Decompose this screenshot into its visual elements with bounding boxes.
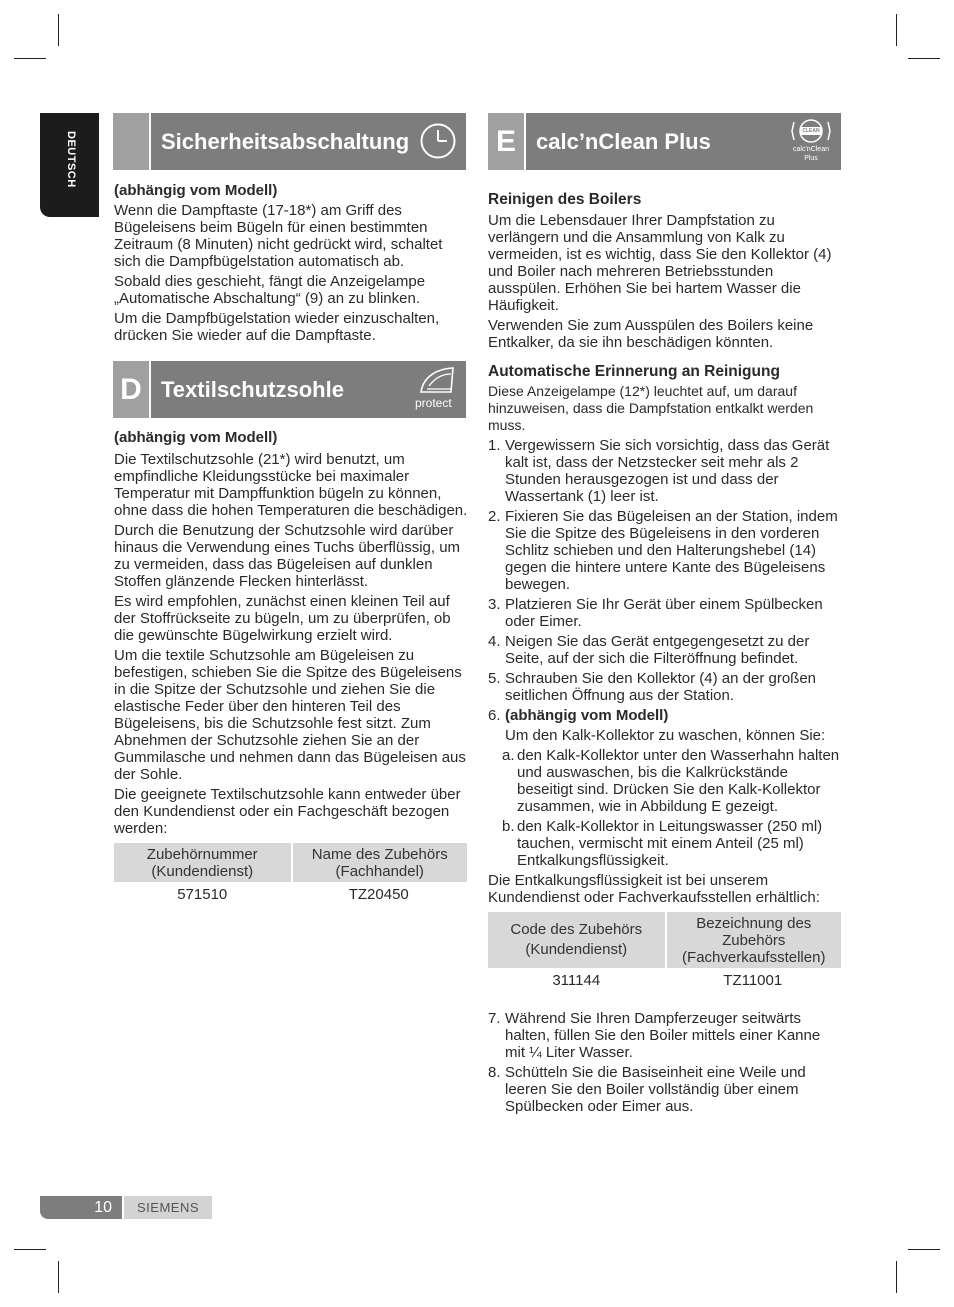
table-header-row: [488, 912, 841, 968]
list-item: [488, 707, 842, 744]
sub-item-letter: b.: [502, 818, 515, 835]
model-note: (abhängig vom Modell): [505, 707, 669, 724]
section-title: calc’nClean Plus: [536, 129, 711, 154]
step-number: 6.: [488, 707, 501, 724]
table-row: [488, 968, 841, 993]
header-separator: [524, 113, 526, 170]
table-cell: 311144: [552, 972, 601, 989]
safety-shutoff-body: [114, 182, 468, 347]
language-tab: [40, 113, 99, 217]
iron-shape-icon: [413, 364, 463, 396]
step-number: 7.: [488, 1010, 501, 1027]
step-text: Neigen Sie das Gerät entgegengesetzt zu der Seite, auf der sich die Filteröffnung befindet.: [505, 633, 810, 667]
section-d-header: [113, 361, 466, 418]
model-note: (abhängig vom Modell): [114, 182, 278, 199]
list-item: [488, 670, 842, 704]
list-item: [488, 633, 842, 667]
accessory-table: [114, 843, 467, 907]
step-number: 4.: [488, 633, 501, 650]
paragraph: Um die Dampfbügelstation wieder einzuschalten, drücken Sie wieder auf die Dampftaste.: [114, 310, 440, 344]
step-text: Schrauben Sie den Kollektor (4) an der großen seitlichen Öffnung aus der Station.: [505, 670, 817, 704]
crop-mark: [896, 1261, 897, 1293]
paragraph: Diese Anzeigelampe (12*) leuchtet auf, um darauf hinzuweisen, dass die Dampfstation entkalkt werden muss.: [488, 383, 814, 433]
brand-label: SIEMENS: [124, 1196, 212, 1219]
section-letter: D: [113, 361, 149, 418]
iron-protect-icon: [413, 364, 463, 414]
list-item: [488, 1064, 842, 1115]
list-item: [488, 596, 842, 630]
paragraph: Die Textilschutzsohle (21*) wird benutzt, um empfindliche Kleidungsstücke bei maximaler Temperatur mit Dampffunktion bügeln zu können, ohne dass die hohen Temperaturen die beschädigen.: [114, 451, 468, 519]
subsection-title: Automatische Erinnerung an Reinigung: [488, 363, 780, 380]
calcnclean-caption-plus: Plus: [804, 155, 818, 162]
step-number: 8.: [488, 1064, 501, 1081]
section-e-header: [488, 113, 841, 170]
section-d-body: [114, 429, 468, 907]
sub-item-text: den Kalk-Kollektor in Leitungswasser (250 ml) tauchen, vermischt mit einem Anteil (25 ml) Entkalkungsflüssigkeit.: [517, 818, 823, 869]
section-e-body: [488, 191, 842, 1118]
step-text: Schütteln Sie die Basiseinheit eine Weile und leeren Sie den Boiler vollständig über einem Spülbecken oder Eimer aus.: [505, 1064, 806, 1115]
sub-item-letter: a.: [502, 747, 515, 764]
step-number: 5.: [488, 670, 501, 687]
table-header: Zubehörnummer (Kundendienst): [114, 843, 291, 882]
calcnclean-icon: [786, 117, 836, 167]
paragraph: Um die textile Schutzsohle am Bügeleisen zu befestigen, schieben Sie die Spitze des Bügeleisens in die Spitze der Schutzsohle und ziehen Sie die elastische Feder über den hinteren Teil des Bügeleisens, bis die Schutzsohle fest sitzt. Zum Abnehmen der Schutzsohle ziehen Sie an der Gummilasche und nehmen dann das Bügeleisen aus der Sohle.: [114, 647, 466, 783]
crop-mark: [14, 1249, 46, 1250]
crop-mark: [58, 1261, 59, 1293]
paragraph: Um die Lebensdauer Ihrer Dampfstation zu verlängern und die Ansammlung von Kalk zu vermeiden, ist es wichtig, dass Sie den Kollektor (4) und Boiler nach mehreren Betriebsstunden ausspülen. Erhöhen Sie bei hartem Wasser die Häufigkeit.: [488, 212, 832, 314]
protect-label: protect: [415, 396, 452, 410]
step-text: Vergewissern Sie sich vorsichtig, dass das Gerät kalt ist, dass der Netzstecker seit mehr als 2 Stunden herausgezogen ist und dass der Wassertank (1) leer ist.: [505, 437, 830, 505]
step-number: 1.: [488, 437, 501, 454]
header-separator: [149, 361, 151, 418]
cleaning-steps-continued: [488, 1010, 842, 1115]
paragraph: Es wird empfohlen, zunächst einen kleinen Teil auf der Stoffrückseite zu bügeln, um zu überprüfen, ob die gewünschte Bügelwirkung erzielt wird.: [114, 593, 451, 644]
step-number: 2.: [488, 508, 501, 525]
table-cell: TZ20450: [348, 886, 409, 903]
section-letter: E: [488, 113, 524, 170]
section-title: Sicherheitsabschaltung: [161, 129, 410, 154]
sub-item: [488, 747, 842, 815]
list-item: [488, 508, 842, 593]
list-item: [488, 1010, 842, 1061]
crop-mark: [14, 58, 46, 59]
language-label: DEUTSCH: [65, 131, 77, 188]
safety-shutoff-header: [113, 113, 466, 170]
list-item: [488, 437, 842, 505]
table-header: Bezeichnung des Zubehörs (Fachverkaufsstellen): [665, 912, 842, 968]
step-text: Während Sie Ihren Dampferzeuger seitwärts halten, füllen Sie den Boiler mittels einer Kanne mit ¼ Liter Wasser.: [505, 1010, 821, 1061]
paragraph: Die Entkalkungsflüssigkeit ist bei unserem Kundendienst oder Fachverkaufsstellen erhältlich:: [488, 872, 820, 906]
crop-mark: [908, 1249, 940, 1250]
step-number: 3.: [488, 596, 501, 613]
model-note: (abhängig vom Modell): [114, 429, 278, 446]
subsection-title: Reinigen des Boilers: [488, 191, 642, 208]
table-header: Name des Zubehörs (Fachhandel): [291, 843, 468, 882]
table-cell: 571510: [177, 886, 228, 903]
paragraph: Verwenden Sie zum Ausspülen des Boilers keine Entkalker, da sie ihn beschädigen könnten.: [488, 317, 814, 351]
sub-item: [488, 818, 842, 869]
header-separator: [149, 113, 151, 170]
paragraph: Die geeignete Textilschutzsohle kann entweder über den Kundendienst oder ein Fachgeschäft bezogen werden:: [114, 786, 461, 837]
table-cell: TZ11001: [723, 972, 783, 989]
accessory-table: [488, 912, 841, 993]
crop-mark: [908, 58, 940, 59]
crop-mark: [58, 14, 59, 46]
page-number: 10: [40, 1196, 122, 1219]
calcnclean-caption: calc'nClean: [793, 146, 829, 153]
cleaning-steps: [488, 437, 842, 744]
clean-badge-label: CLEAN: [802, 128, 820, 134]
clock-icon: [419, 122, 457, 160]
step-text: Platzieren Sie Ihr Gerät über einem Spülbecken oder Eimer.: [505, 596, 823, 630]
step-text: Fixieren Sie das Bügeleisen an der Station, indem Sie die Spitze des Bügeleisens in den vorderen Schlitz schieben und den Halterungshebel (14) gegen die hintere untere Kante des Bügeleisens bewegen.: [505, 508, 838, 593]
table-header-row: [114, 843, 467, 882]
section-letter-block: [113, 113, 149, 170]
sub-item-text: den Kalk-Kollektor unter den Wasserhahn halten und auswaschen, bis die Kalkrückstände beseitigt sind. Drücken Sie den Kalk-Kollektor zusammen, wie in Abbildung E gezeigt.: [517, 747, 840, 815]
table-header: Code des Zubehörs (Kundendienst): [488, 912, 665, 968]
step-text: Um den Kalk-Kollektor zu waschen, können Sie:: [505, 727, 826, 744]
crop-mark: [896, 14, 897, 46]
table-row: [114, 882, 467, 907]
paragraph: Sobald dies geschieht, fängt die Anzeigelampe „Automatische Abschaltung“ (9) an zu blinken.: [114, 273, 426, 307]
section-title: Textilschutzsohle: [161, 377, 344, 402]
paragraph: Wenn die Dampftaste (17-18*) am Griff des Bügeleisens beim Bügeln für einen bestimmten Zeitraum (8 Minuten) nicht gedrückt wird, schaltet sich die Dampfbügelstation automatisch ab.: [114, 202, 443, 270]
paragraph: Durch die Benutzung der Schutzsohle wird darüber hinaus die Verwendung eines Tuchs überflüssig, um zu vermeiden, dass das Bügeleisen auf dunklen Stoffen glänzende Flecken hinterlässt.: [114, 522, 461, 590]
